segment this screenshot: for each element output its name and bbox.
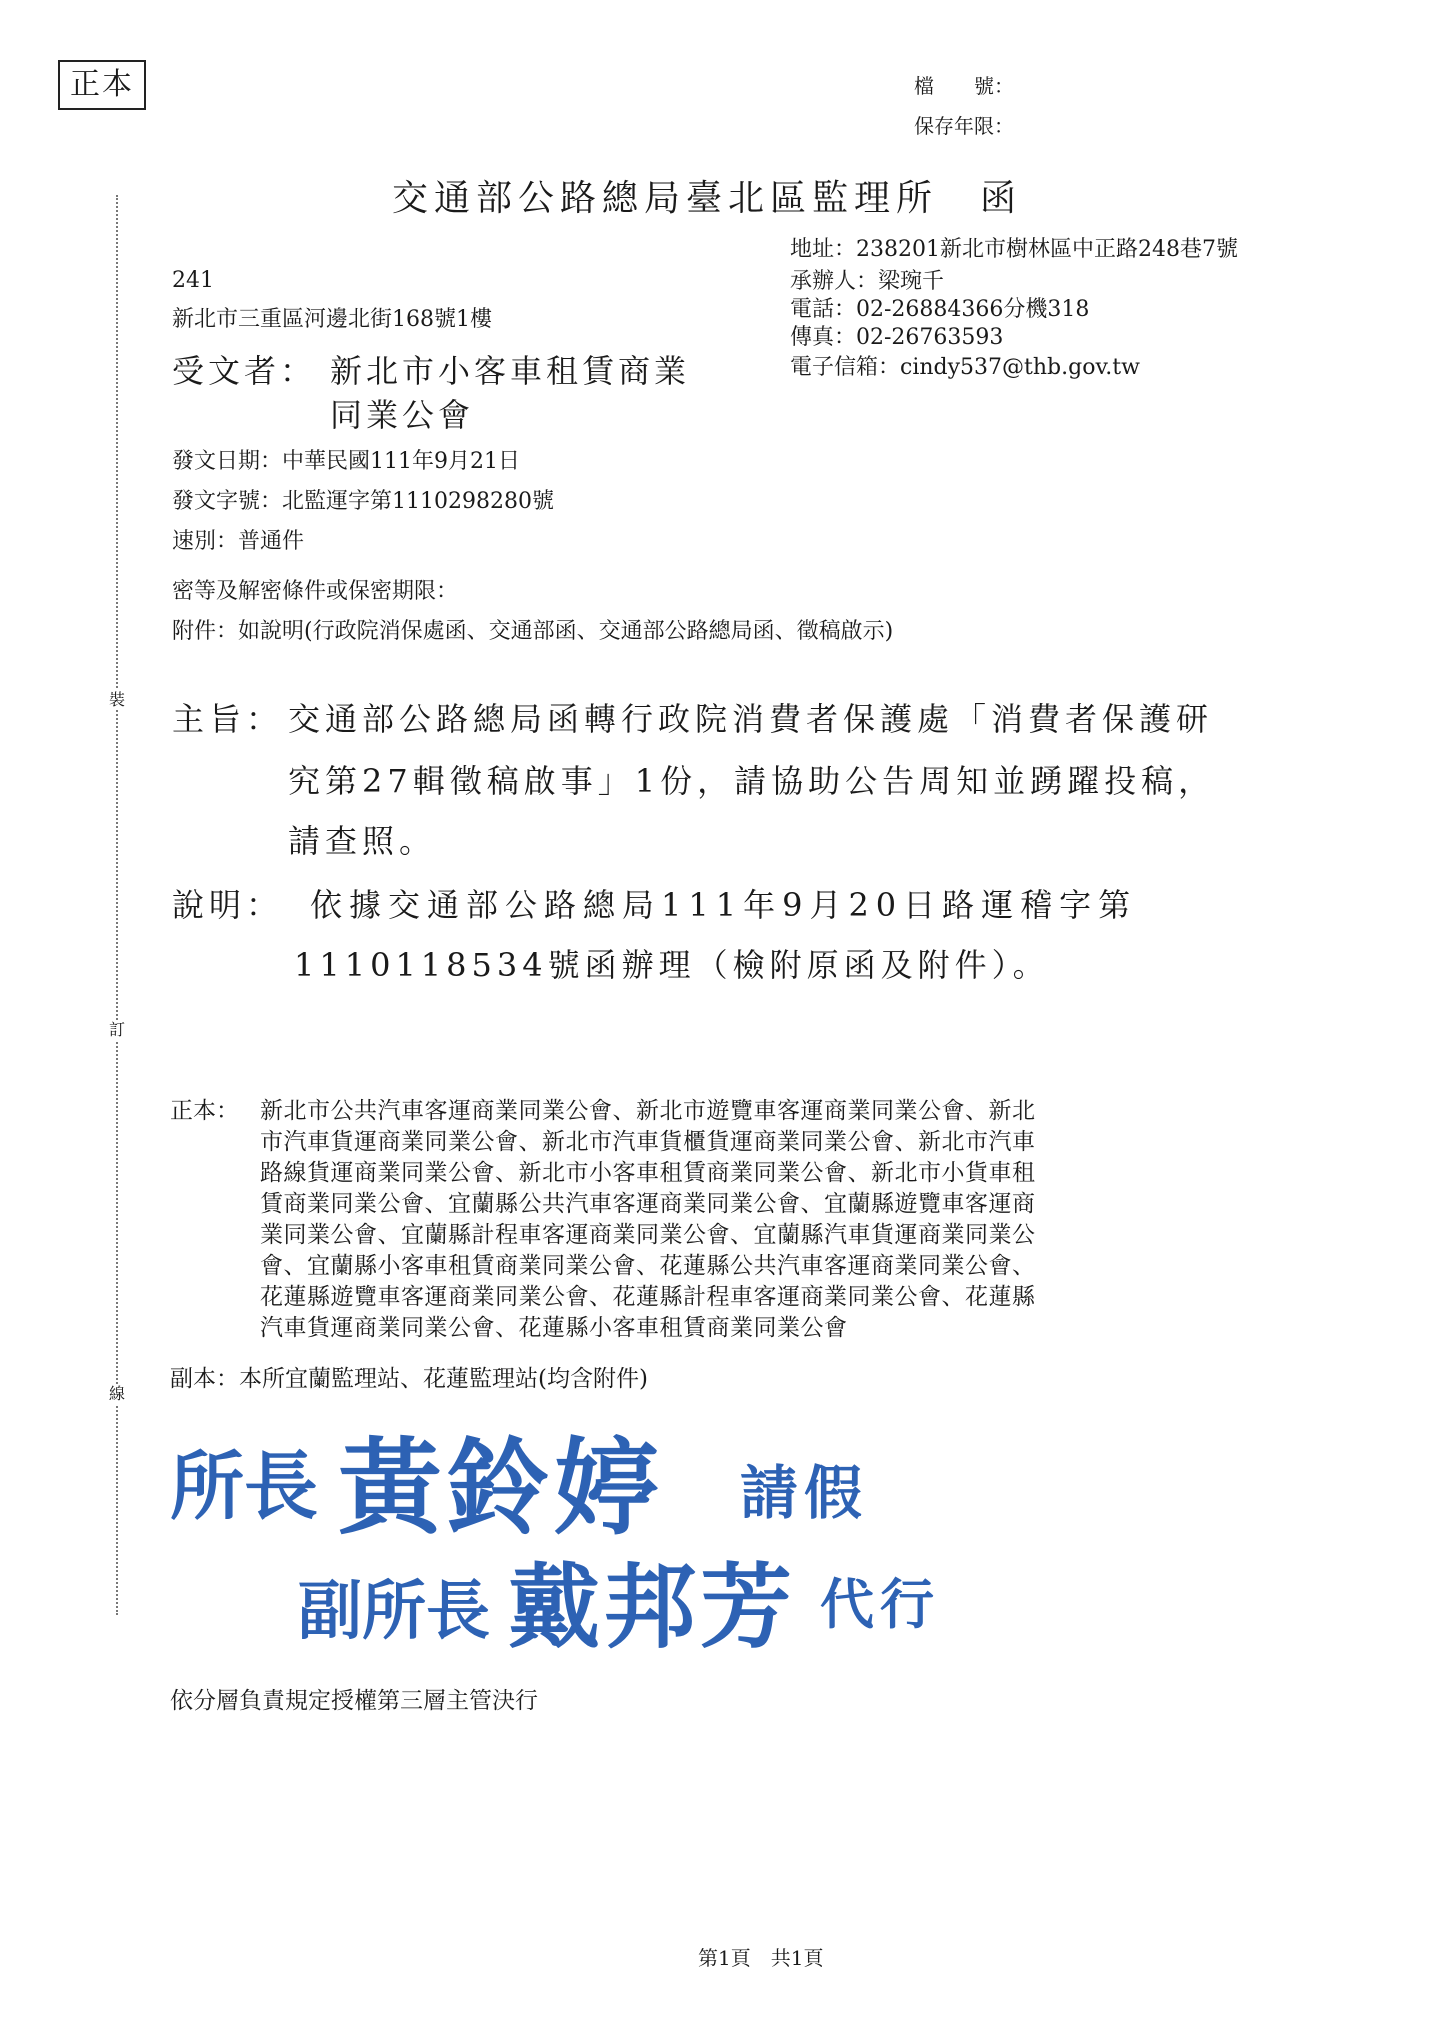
recipient-name-line1: 新北市小客車租賃商業 bbox=[330, 352, 691, 390]
recipient-label: 受文者： bbox=[172, 352, 317, 390]
director-name: 黃鈴婷 bbox=[338, 1426, 663, 1549]
document-number: 發文字號：北監運字第1110298280號 bbox=[172, 489, 554, 514]
primary-recipients-line: 會、宜蘭縣小客車租賃商業同業公會、花蓮縣公共汽車客運商業同業公會、 bbox=[260, 1253, 1036, 1279]
binding-mark-ding: 訂 bbox=[106, 1020, 128, 1040]
director-leave-note: 請假 bbox=[740, 1459, 869, 1527]
primary-recipients-line: 賃商業同業公會、宜蘭縣公共汽車客運商業同業公會、宜蘭縣遊覽車客運商 bbox=[260, 1191, 1036, 1217]
primary-recipients-line: 汽車貨運商業同業公會、花蓮縣小客車租賃商業同業公會 bbox=[260, 1315, 848, 1341]
recipient-name-line2: 同業公會 bbox=[330, 396, 475, 434]
primary-recipients-label: 正本： bbox=[170, 1098, 239, 1124]
recipient-address: 新北市三重區河邊北街168號1樓 bbox=[172, 307, 492, 332]
file-number-label: 檔 號： bbox=[914, 74, 1014, 98]
issue-date: 發文日期：中華民國111年9月21日 bbox=[172, 449, 520, 474]
primary-recipients-line: 市汽車貨運商業同業公會、新北市汽車貨櫃貨運商業同業公會、新北市汽車 bbox=[260, 1129, 1036, 1155]
sender-email: 電子信箱：cindy537@thb.gov.tw bbox=[790, 355, 1140, 380]
explanation-line-1: 依據交通部公路總局111年9月20日路運稽字第 bbox=[310, 886, 1138, 924]
distribution-copy bbox=[170, 1360, 648, 1393]
sender-fax: 傳真：02-26763593 bbox=[790, 325, 1004, 350]
sender-contact: 承辦人：梁琬千 bbox=[790, 269, 945, 294]
delegation-note: 依分層負責規定授權第三層主管決行 bbox=[170, 1688, 538, 1714]
attachments: 附件：如說明(行政院消保處函、交通部函、交通部公路總局函、徵稿啟示) bbox=[172, 619, 894, 644]
explanation-label: 說明： bbox=[172, 886, 284, 924]
document-title: 交通部公路總局臺北區監理所 函 bbox=[392, 178, 1023, 219]
copy-recipients-label: 副本： bbox=[170, 1366, 239, 1392]
primary-recipients-line: 業同業公會、宜蘭縣計程車客運商業同業公會、宜蘭縣汽車貨運商業同業公 bbox=[260, 1222, 1036, 1248]
retention-label: 保存年限： bbox=[914, 114, 1014, 138]
delivery-speed: 速別：普通件 bbox=[172, 529, 305, 554]
secrecy-level: 密等及解密條件或保密期限： bbox=[172, 579, 459, 604]
primary-recipients-line: 新北市公共汽車客運商業同業公會、新北市遊覽車客運商業同業公會、新北 bbox=[260, 1098, 1036, 1124]
primary-recipients-line: 路線貨運商業同業公會、新北市小客車租賃商業同業公會、新北市小貨車租 bbox=[260, 1160, 1036, 1186]
distribution-primary bbox=[170, 1096, 1230, 1344]
explanation-line-2: 1110118534號函辦理（檢附原函及附件）。 bbox=[294, 946, 1050, 984]
subject-line-3: 請查照。 bbox=[288, 822, 437, 860]
deputy-name: 戴邦芳 bbox=[508, 1553, 797, 1661]
primary-recipients-line: 花蓮縣遊覽車客運商業同業公會、花蓮縣計程車客運商業同業公會、花蓮縣 bbox=[260, 1284, 1036, 1310]
sender-address: 地址：238201新北市樹林區中正路248巷7號 bbox=[790, 237, 1238, 262]
deputy-title: 副所長 bbox=[298, 1574, 490, 1649]
copy-mark: 正本 bbox=[58, 60, 146, 110]
page-number: 第1頁 共1頁 bbox=[698, 1946, 824, 1970]
deputy-acting-note: 代行 bbox=[820, 1572, 940, 1636]
subject-line-1: 交通部公路總局函轉行政院消費者保護處「消費者保護研 bbox=[288, 700, 1214, 738]
subject-label: 主旨： bbox=[172, 700, 284, 738]
director-title: 所長 bbox=[170, 1444, 318, 1530]
binding-mark-zhuang: 裝 bbox=[106, 690, 128, 710]
binding-mark-xian: 線 bbox=[106, 1384, 128, 1404]
sender-phone: 電話：02-26884366分機318 bbox=[790, 297, 1090, 322]
copy-recipients-text: 本所宜蘭監理站、花蓮監理站(均含附件) bbox=[239, 1366, 648, 1392]
primary-recipients-list bbox=[260, 1096, 1230, 1344]
recipient-postal-code: 241 bbox=[172, 268, 214, 293]
subject-line-2: 究第27輯徵稿啟事」1份，請協助公告周知並踴躍投稿， bbox=[288, 762, 1216, 800]
